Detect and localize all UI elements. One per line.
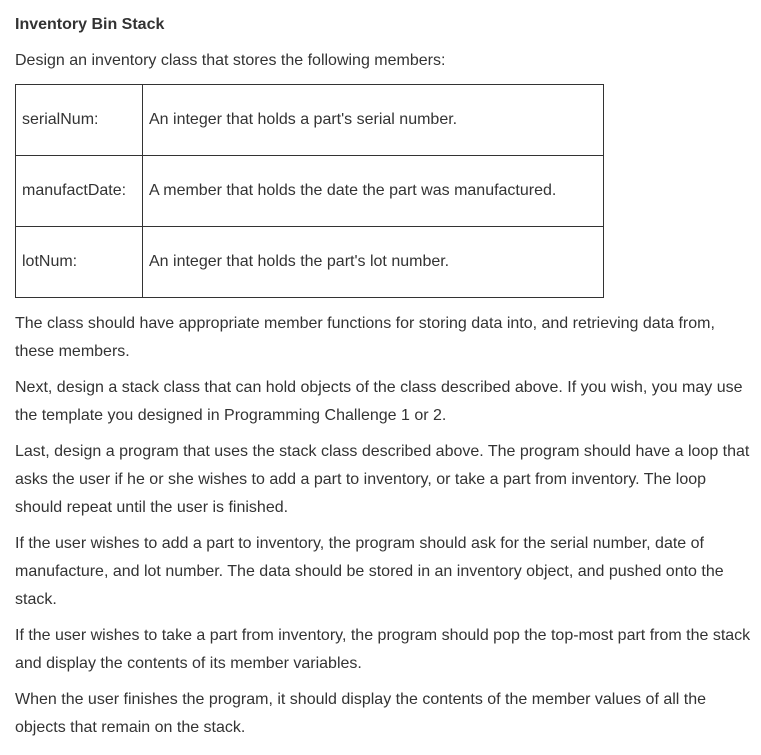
member-description: An integer that holds a part's serial number. [143,85,604,156]
paragraph: The class should have appropriate member functions for storing data into, and retrieving data from, these members. [15,315,715,360]
intro-text: Design an inventory class that stores the following members: [15,52,446,69]
document-title: Inventory Bin Stack [15,16,165,33]
paragraph: Last, design a program that uses the stack class described above. The program should have a loop that asks the user if he or she wishes to add a part to inventory, or take a part from inventory. The loop should repeat until the user is finished. [15,443,750,516]
member-name: lotNum: [16,227,143,298]
members-table [15,84,604,298]
table-row [16,227,604,298]
member-name: serialNum: [16,85,143,156]
table-row [16,156,604,227]
member-description: An integer that holds the part's lot number. [143,227,604,298]
paragraph: If the user wishes to add a part to inventory, the program should ask for the serial number, date of manufacture, and lot number. The data should be stored in an inventory object, and pushed onto the stack. [15,535,724,608]
member-description: A member that holds the date the part was manufactured. [143,156,604,227]
paragraph: Next, design a stack class that can hold objects of the class described above. If you wish, you may use the template you designed in Programming Challenge 1 or 2. [15,379,743,424]
member-name: manufactDate: [16,156,143,227]
table-row [16,85,604,156]
paragraph: When the user finishes the program, it should display the contents of the member values of all the objects that remain on the stack. [15,691,707,736]
body-text [15,310,755,750]
paragraph: If the user wishes to take a part from inventory, the program should pop the top-most part from the stack and display the contents of its member variables. [15,627,751,672]
